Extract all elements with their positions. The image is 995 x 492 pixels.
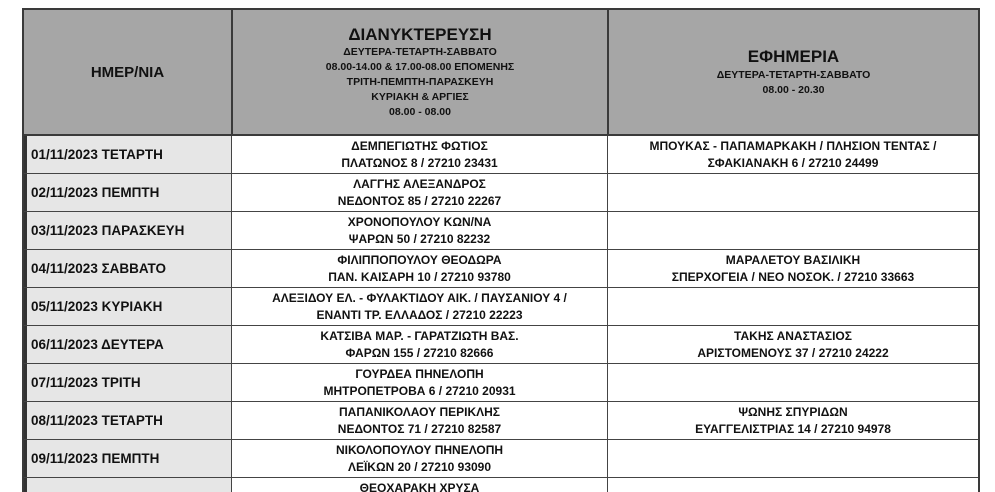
header-night-title: ΔΙΑΝΥΚΤΕΡΕΥΣΗ (348, 24, 492, 44)
duty-pharmacy-address: ΣΠΕΡΧΟΓΕΙΑ / ΝΕΟ ΝΟΣΟΚ. / 27210 33663 (671, 269, 915, 284)
row-date: 07/11/2023 ΤΡΙΤΗ (24, 364, 231, 401)
table-row-partial (24, 478, 978, 492)
table-row (24, 288, 978, 326)
duty-pharmacy-address: ΣΦΑΚΙΑΝΑΚΗ 6 / 27210 24499 (707, 155, 879, 170)
row-date: 05/11/2023 ΚΥΡΙΑΚΗ (24, 288, 231, 325)
table-row (24, 250, 978, 288)
night-pharmacy-address: ΕΝΑΝΤΙ ΤΡ. ΕΛΛΑΔΟΣ / 27210 22223 (316, 307, 523, 322)
duty-pharmacy-address: ΑΡΙΣΤΟΜΕΝΟΥΣ 37 / 27210 24222 (697, 345, 889, 360)
duty-pharmacy-address: ΕΥΑΓΓΕΛΙΣΤΡΙΑΣ 14 / 27210 94978 (695, 421, 891, 436)
night-pharmacy-cell (231, 174, 607, 211)
header-night-line: 08.00 - 08.00 (389, 105, 451, 118)
row-date: 06/11/2023 ΔΕΥΤΕΡΑ (24, 326, 231, 363)
duty-pharmacy-cell (607, 174, 978, 211)
duty-pharmacy-cell (607, 326, 978, 363)
table-header (24, 10, 978, 136)
night-pharmacy-cell (231, 288, 607, 325)
header-duty-title: ΕΦΗΜΕΡΙΑ (747, 47, 840, 66)
night-pharmacy-cell (231, 250, 607, 287)
duty-pharmacy-cell (607, 212, 978, 249)
table-row (24, 136, 978, 174)
header-night-line: ΔΕΥΤΕΡΑ-ΤΕΤΑΡΤΗ-ΣΑΒΒΑΤΟ (343, 45, 497, 58)
night-pharmacy-address: ΛΕΪΚΩΝ 20 / 27210 93090 (347, 459, 492, 474)
night-pharmacy-address: ΝΕΔΟΝΤΟΣ 85 / 27210 22267 (337, 193, 502, 208)
table-row (24, 212, 978, 250)
header-duty-line: 08.00 - 20.30 (762, 84, 825, 96)
header-duty-line: ΔΕΥΤΕΡΑ-ΤΕΤΑΡΤΗ-ΣΑΒΒΑΤΟ (716, 69, 871, 81)
row-date: 03/11/2023 ΠΑΡΑΣΚΕΥΗ (24, 212, 231, 249)
row-date: 04/11/2023 ΣΑΒΒΑΤΟ (24, 250, 231, 287)
header-date-cell (24, 10, 231, 134)
pharmacy-schedule-table (22, 8, 980, 492)
row-date: 01/11/2023 ΤΕΤΑΡΤΗ (24, 136, 231, 173)
header-night-cell (231, 10, 607, 134)
night-pharmacy-name: ΝΙΚΟΛΟΠΟΥΛΟΥ ΠΗΝΕΛΟΠΗ (335, 442, 504, 457)
table-row (24, 440, 978, 478)
night-pharmacy-name: ΔΕΜΠΕΓΙΩΤΗΣ ΦΩΤΙΟΣ (351, 138, 488, 153)
night-pharmacy-name: ΛΑΓΓΗΣ ΑΛΕΞΑΝΔΡΟΣ (353, 176, 486, 191)
row-date: 02/11/2023 ΠΕΜΠΤΗ (24, 174, 231, 211)
night-pharmacy-name: ΑΛΕΞΙΔΟΥ ΕΛ. - ΦΥΛΑΚΤΙΔΟΥ ΑΙΚ. / ΠΑΥΣΑΝΙΟΥ 4 / (272, 290, 567, 305)
duty-pharmacy-cell (607, 402, 978, 439)
table-row (24, 364, 978, 402)
night-pharmacy-address: ΝΕΔΟΝΤΟΣ 71 / 27210 82587 (337, 421, 502, 436)
duty-pharmacy-cell (607, 250, 978, 287)
night-pharmacy-name: ΚΑΤΣΙΒΑ ΜΑΡ. - ΓΑΡΑΤΖΙΩΤΗ ΒΑΣ. (320, 328, 519, 343)
duty-pharmacy-cell (607, 364, 978, 401)
row-date: 08/11/2023 ΤΕΤΑΡΤΗ (24, 402, 231, 439)
header-date-label: ΗΜΕΡ/ΝΙΑ (90, 63, 165, 81)
night-pharmacy-cell (231, 478, 607, 492)
night-pharmacy-address: ΜΗΤΡΟΠΕΤΡΟΒΑ 6 / 27210 20931 (323, 383, 516, 398)
table-row (24, 326, 978, 364)
duty-pharmacy-cell (607, 288, 978, 325)
header-night-line: ΤΡΙΤΗ-ΠΕΜΠΤΗ-ΠΑΡΑΣΚΕΥΗ (346, 75, 494, 88)
night-pharmacy-address: ΠΑΝ. ΚΑΙΣΑΡΗ 10 / 27210 93780 (328, 269, 511, 284)
night-pharmacy-name: ΦΙΛΙΠΠΟΠΟΥΛΟΥ ΘΕΟΔΩΡΑ (337, 252, 502, 267)
night-pharmacy-name: ΘΕΟΧΑΡΑΚΗ ΧΡΥΣΑ (359, 480, 480, 492)
night-pharmacy-address: ΨΑΡΩΝ 50 / 27210 82232 (348, 231, 491, 246)
duty-pharmacy-cell (607, 136, 978, 173)
night-pharmacy-name: ΓΟΥΡΔΕΑ ΠΗΝΕΛΟΠΗ (355, 366, 484, 381)
duty-pharmacy-cell (607, 440, 978, 477)
night-pharmacy-cell (231, 212, 607, 249)
duty-pharmacy-cell (607, 478, 978, 492)
row-date (24, 478, 231, 492)
header-duty-cell (607, 10, 978, 134)
night-pharmacy-cell (231, 402, 607, 439)
table-row (24, 174, 978, 212)
table-row (24, 402, 978, 440)
duty-pharmacy-name: ΤΑΚΗΣ ΑΝΑΣΤΑΣΙΟΣ (734, 328, 852, 343)
night-pharmacy-cell (231, 364, 607, 401)
header-night-line: 08.00-14.00 & 17.00-08.00 ΕΠΟΜΕΝΗΣ (325, 60, 515, 73)
duty-pharmacy-name: ΨΩΝΗΣ ΣΠΥΡΙΔΩΝ (738, 404, 848, 419)
night-pharmacy-address: ΠΛΑΤΩΝΟΣ 8 / 27210 23431 (341, 155, 498, 170)
night-pharmacy-address: ΦΑΡΩΝ 155 / 27210 82666 (345, 345, 494, 360)
night-pharmacy-cell (231, 136, 607, 173)
row-date: 09/11/2023 ΠΕΜΠΤΗ (24, 440, 231, 477)
night-pharmacy-name: ΧΡΟΝΟΠΟΥΛΟΥ ΚΩΝ/ΝΑ (347, 214, 492, 229)
duty-pharmacy-name: ΜΠΟΥΚΑΣ - ΠΑΠΑΜΑΡΚΑΚΗ / ΠΛΗΣΙΟΝ ΤΕΝΤΑΣ / (649, 138, 937, 153)
duty-pharmacy-name: ΜΑΡΑΛΕΤΟΥ ΒΑΣΙΛΙΚΗ (725, 252, 861, 267)
night-pharmacy-name: ΠΑΠΑΝΙΚΟΛΑΟΥ ΠΕΡΙΚΛΗΣ (338, 404, 501, 419)
night-pharmacy-cell (231, 440, 607, 477)
night-pharmacy-cell (231, 326, 607, 363)
header-night-line: ΚΥΡΙΑΚΗ & ΑΡΓΙΕΣ (371, 90, 469, 103)
